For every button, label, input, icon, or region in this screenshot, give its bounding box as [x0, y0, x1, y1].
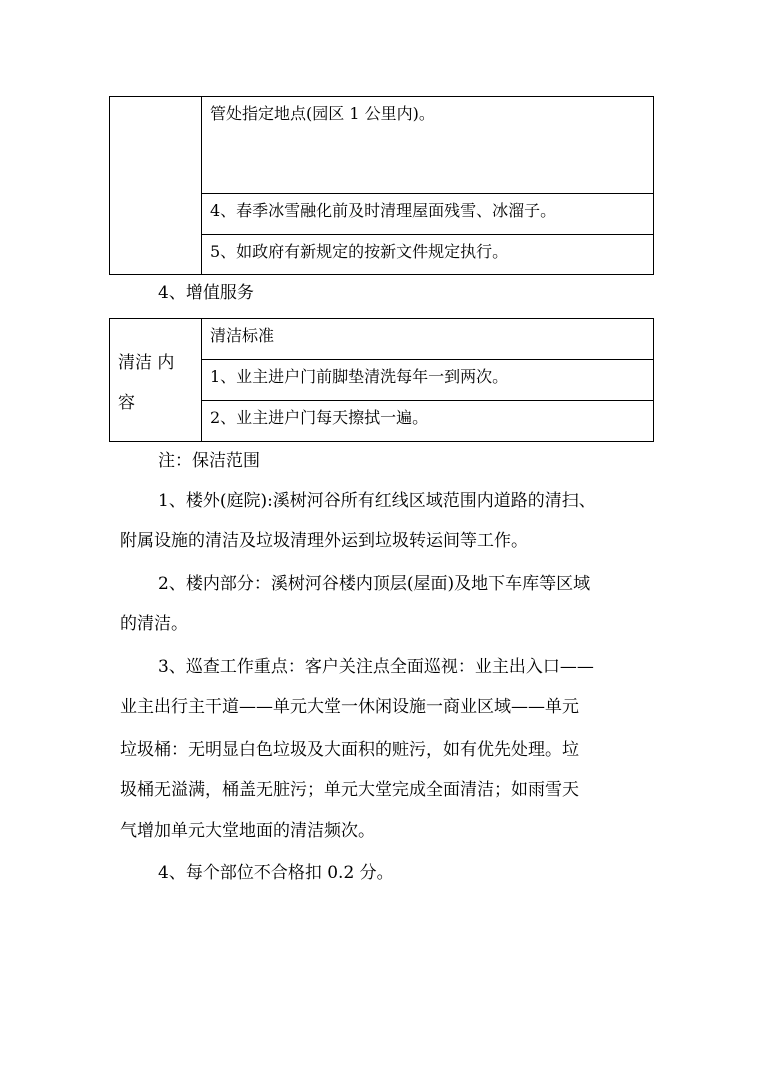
- paragraph-line: 业主出行主干道——单元大堂一休闲设施一商业区域——单元: [120, 697, 579, 717]
- paragraph-line: 3、巡查工作重点：客户关注点全面巡视：业主出入口——: [158, 657, 594, 677]
- paragraph-line: 垃圾桶：无明显白色垃圾及大面积的赃污，如有优先处理。垃: [120, 740, 579, 760]
- table-header-text: 清洁标准: [210, 326, 275, 345]
- value-added-service-table: [109, 318, 654, 442]
- maintenance-table: [109, 96, 654, 275]
- table-cell-text: 5、如政府有新规定的按新文件规定执行。: [210, 242, 509, 261]
- table-cell: [202, 194, 654, 235]
- paragraph-line: 气增加单元大堂地面的清洁频次。: [120, 821, 375, 841]
- table-label-text: 清洁 内容: [118, 353, 175, 413]
- paragraph-line: 附属设施的清洁及垃圾清理外运到垃圾转运间等工作。: [120, 531, 528, 551]
- table-header-cell: [202, 319, 654, 360]
- table-cell: [202, 401, 654, 442]
- table-row: [110, 319, 654, 360]
- paragraph-line: 2、楼内部分：溪树河谷楼内顶层(屋面)及地下车库等区域: [158, 574, 591, 594]
- note-heading: 注：保洁范围: [158, 451, 260, 471]
- table-cell-text: 4、春季冰雪融化前及时清理屋面残雪、冰溜子。: [210, 201, 557, 220]
- empty-label-cell: [110, 97, 202, 275]
- section-heading: 4、增值服务: [158, 283, 254, 303]
- table-row: [110, 97, 654, 194]
- paragraph-line: 4、每个部位不合格扣 0.2 分。: [158, 863, 394, 883]
- table-cell: [202, 360, 654, 401]
- paragraph-line: 的清洁。: [120, 614, 188, 634]
- table-label-cell: [110, 319, 202, 442]
- table-cell: [202, 97, 654, 194]
- table-cell: [202, 235, 654, 275]
- table-cell-text: 1、业主进户门前脚垫清洗每年一到两次。: [210, 367, 509, 386]
- table-cell-text: 管处指定地点(园区 1 公里内)。: [210, 104, 435, 123]
- paragraph-line: 圾桶无溢满，桶盖无脏污；单元大堂完成全面清洁；如雨雪天: [120, 780, 579, 800]
- table-cell-text: 2、业主进户门每天擦拭一遍。: [210, 408, 429, 427]
- paragraph-line: 1、楼外(庭院):溪树河谷所有红线区域范围内道路的清扫、: [158, 491, 596, 511]
